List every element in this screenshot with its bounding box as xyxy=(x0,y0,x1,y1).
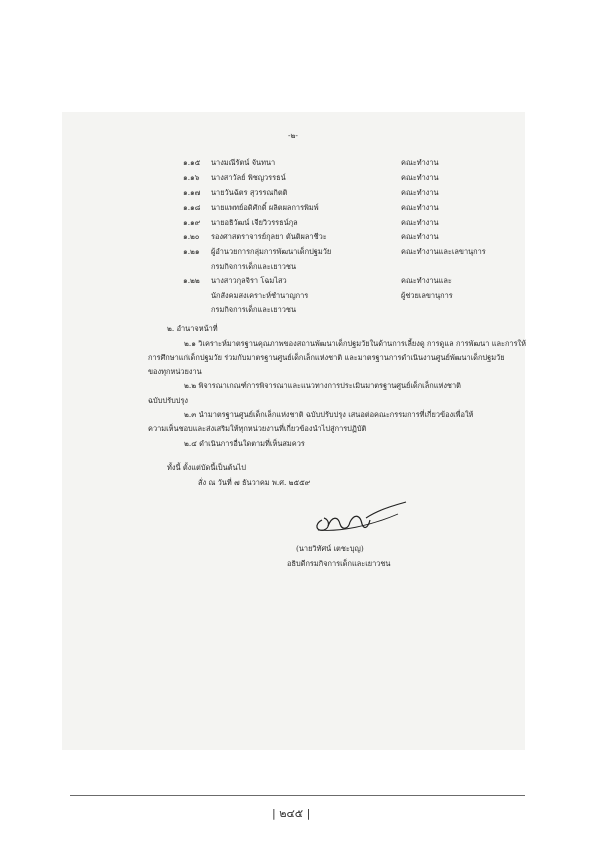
member-name: นายวันฉัตร สุวรรณกิตติ xyxy=(211,188,288,197)
footer-divider xyxy=(70,795,525,796)
duties-heading: ๒. อำนาจหน้าที่ xyxy=(167,324,218,333)
order-date: สั่ง ณ วันที่ ๗ ธันวาคม พ.ศ. ๒๕๕๙ xyxy=(198,478,311,487)
member-number: ๑.๑๖ xyxy=(183,173,200,182)
page-number-header: -๒- xyxy=(288,131,298,140)
duty-item-4: ๒.๔ ดำเนินการอื่นใดตามที่เห็นสมควร xyxy=(184,439,305,448)
member-role: คณะทำงานและ xyxy=(401,276,452,285)
member-role: คณะทำงาน xyxy=(401,158,439,167)
member-affiliation: กรมกิจการเด็กและเยาวชน xyxy=(211,305,297,314)
member-role: คณะทำงาน xyxy=(401,232,439,241)
member-number: ๑.๑๙ xyxy=(183,218,201,227)
member-role: คณะทำงานและเลขานุการ xyxy=(401,247,486,256)
duty-item-1-cont: การศึกษาแก่เด็กปฐมวัย ร่วมกับมาตรฐานศูนย์เด็กเล็กแห่งชาติ และมาตรฐานการดำเนินงานศูนย์พัฒนาเด็กปฐมวัย xyxy=(148,353,505,362)
duty-item-2: ๒.๒ พิจารณาเกณฑ์การพิจารณาและแนวทางการประเมินมาตรฐานศูนย์เด็กเล็กแห่งชาติ xyxy=(184,381,461,390)
member-name: นางสาวกุลจิรา โฉมไสว xyxy=(211,276,287,285)
member-name: นายแพทย์อดิศักดิ์ ผลิตผลการพิมพ์ xyxy=(211,203,319,212)
duty-item-1-cont: ของทุกหน่วยงาน xyxy=(148,367,202,376)
member-position: นักสังคมสงเคราะห์ชำนาญการ xyxy=(211,291,309,300)
member-number: ๑.๑๕ xyxy=(183,158,201,167)
signatory-title: อธิบดีกรมกิจการเด็กและเยาวชน xyxy=(287,559,391,568)
member-name: นางมณีรัตน์ จันทนา xyxy=(211,158,276,167)
duty-item-3-cont: ความเห็นชอบและส่งเสริมให้ทุกหน่วยงานที่เกี่ยวข้องนำไปสู่การปฏิบัติ xyxy=(148,424,367,433)
member-number: ๑.๑๘ xyxy=(183,203,201,212)
member-name: นางสาวัลย์ พิชญวรรธน์ xyxy=(211,173,286,182)
member-number: ๑.๒๐ xyxy=(183,232,200,241)
member-role: คณะทำงาน xyxy=(401,188,439,197)
handwritten-signature xyxy=(310,500,410,536)
member-number: ๑.๒๒ xyxy=(183,276,200,285)
member-role: คณะทำงาน xyxy=(401,203,439,212)
signatory-name: (นายวิทัศน์ เตชะบุญ) xyxy=(296,544,364,553)
duty-item-3: ๒.๓ นำมาตรฐานศูนย์เด็กเล็กแห่งชาติ ฉบับปรับปรุง เสนอต่อคณะกรรมการที่เกี่ยวข้องเพื่อให้ xyxy=(184,410,474,419)
member-name: รองศาสตราจารย์กุลยา ตันติผลาชีวะ xyxy=(211,232,327,241)
member-number: ๑.๒๑ xyxy=(183,247,200,256)
member-name: นายอธิวัฒน์ เจียวิวรรธน์กุล xyxy=(211,218,298,227)
footer-page-number: | ๒๔๕ | xyxy=(272,807,311,820)
member-role: คณะทำงาน xyxy=(401,218,439,227)
duty-item-2-cont: ฉบับปรับปรุง xyxy=(148,396,189,405)
member-affiliation: กรมกิจการเด็กและเยาวชน xyxy=(211,262,297,271)
member-number: ๑.๑๗ xyxy=(183,188,201,197)
duty-item-1: ๒.๑ วิเคราะห์มาตรฐานคุณภาพของสถานพัฒนาเด็กปฐมวัยในด้านการเลี้ยงดู การดูแล การพัฒนา และการให้ xyxy=(184,339,527,348)
member-name: ผู้อำนวยการกลุ่มการพัฒนาเด็กปฐมวัย xyxy=(211,247,332,256)
member-role-continued: ผู้ช่วยเลขานุการ xyxy=(401,291,453,300)
member-role: คณะทำงาน xyxy=(401,173,439,182)
effective-statement: ทั้งนี้ ตั้งแต่บัดนี้เป็นต้นไป xyxy=(167,463,246,472)
